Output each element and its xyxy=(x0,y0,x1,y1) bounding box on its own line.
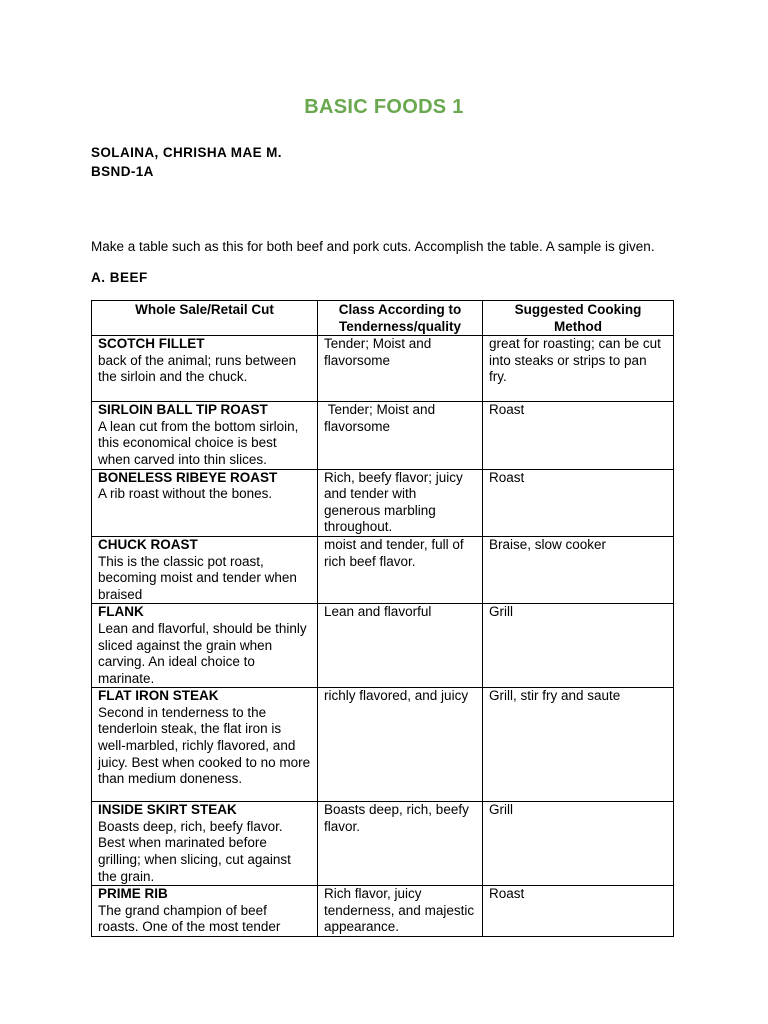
cut-cell xyxy=(92,604,318,688)
cut-cell xyxy=(92,336,318,402)
student-section: BSND-1A xyxy=(91,164,154,179)
table-row xyxy=(92,402,674,469)
cut-description: Boasts deep, rich, beefy flavor. Best when marinated before grilling; when slicing, cut against the grain. xyxy=(98,818,291,884)
cooking-cell: Grill xyxy=(483,802,674,886)
cut-description: Second in tenderness to the tenderloin steak, the flat iron is well-marbled, richly flavored, and juicy. Best when cooked to no more than medium doneness. xyxy=(98,704,311,787)
tenderness-cell: Tender; Moist and flavorsome xyxy=(318,402,483,469)
cooking-cell: Grill, stir fry and saute xyxy=(483,688,674,802)
cut-name: CHUCK ROAST xyxy=(98,536,198,552)
table-row xyxy=(92,604,674,688)
header-tenderness: Class According to Tenderness/quality xyxy=(318,301,483,336)
cut-description: Lean and flavorful, should be thinly sliced against the grain when carving. An ideal choice to marinate. xyxy=(98,620,307,686)
cooking-cell: great for roasting; can be cut into steaks or strips to pan fry. xyxy=(483,336,674,402)
cooking-cell: Roast xyxy=(483,469,674,536)
cut-cell xyxy=(92,469,318,536)
student-name: SOLAINA, CHRISHA MAE M. xyxy=(91,145,282,160)
tenderness-cell: richly flavored, and juicy xyxy=(318,688,483,802)
instructions-text: Make a table such as this for both beef and pork cuts. Accomplish the table. A sample is given. xyxy=(91,239,655,254)
cooking-cell: Roast xyxy=(483,402,674,469)
cut-cell xyxy=(92,802,318,886)
cut-name: BONELESS RIBEYE ROAST xyxy=(98,469,278,485)
cooking-cell: Roast xyxy=(483,886,674,937)
tenderness-cell: Rich, beefy flavor; juicy and tender with generous marbling throughout. xyxy=(318,469,483,536)
page-title: BASIC FOODS 1 xyxy=(304,96,464,118)
header-cut: Whole Sale/Retail Cut xyxy=(92,301,318,336)
tenderness-cell: Boasts deep, rich, beefy flavor. xyxy=(318,802,483,886)
section-heading: A. BEEF xyxy=(91,270,148,285)
cooking-cell: Braise, slow cooker xyxy=(483,536,674,603)
cut-cell xyxy=(92,402,318,469)
beef-cuts-table xyxy=(91,300,674,937)
cut-name: SIRLOIN BALL TIP ROAST xyxy=(98,402,268,418)
table-row xyxy=(92,688,674,802)
cut-cell xyxy=(92,536,318,603)
table-row xyxy=(92,536,674,603)
cut-name: FLANK xyxy=(98,604,144,620)
cooking-cell: Grill xyxy=(483,604,674,688)
tenderness-cell: Rich flavor, juicy tenderness, and majestic appearance. xyxy=(318,886,483,937)
cut-name: FLAT IRON STEAK xyxy=(98,688,219,704)
cut-cell xyxy=(92,886,318,937)
cut-description: The grand champion of beef roasts. One of the most tender xyxy=(98,902,281,935)
table-row xyxy=(92,336,674,402)
table-header-row xyxy=(92,301,674,336)
cut-name: PRIME RIB xyxy=(98,886,168,902)
header-cooking: Suggested Cooking Method xyxy=(483,301,674,336)
cut-name: SCOTCH FILLET xyxy=(98,336,205,352)
table-row xyxy=(92,469,674,536)
cut-cell xyxy=(92,688,318,802)
table-row xyxy=(92,802,674,886)
cut-description: A lean cut from the bottom sirloin, this economical choice is best when carved into thin slices. xyxy=(98,418,299,467)
tenderness-cell: Lean and flavorful xyxy=(318,604,483,688)
cut-name: INSIDE SKIRT STEAK xyxy=(98,802,237,818)
cut-description: back of the animal; runs between the sirloin and the chuck. xyxy=(98,352,297,385)
tenderness-cell: Tender; Moist and flavorsome xyxy=(318,336,483,402)
cut-description: A rib roast without the bones. xyxy=(98,486,273,502)
cut-description: This is the classic pot roast, becoming moist and tender when braised xyxy=(98,553,297,602)
tenderness-cell: moist and tender, full of rich beef flavor. xyxy=(318,536,483,603)
table-row xyxy=(92,886,674,937)
